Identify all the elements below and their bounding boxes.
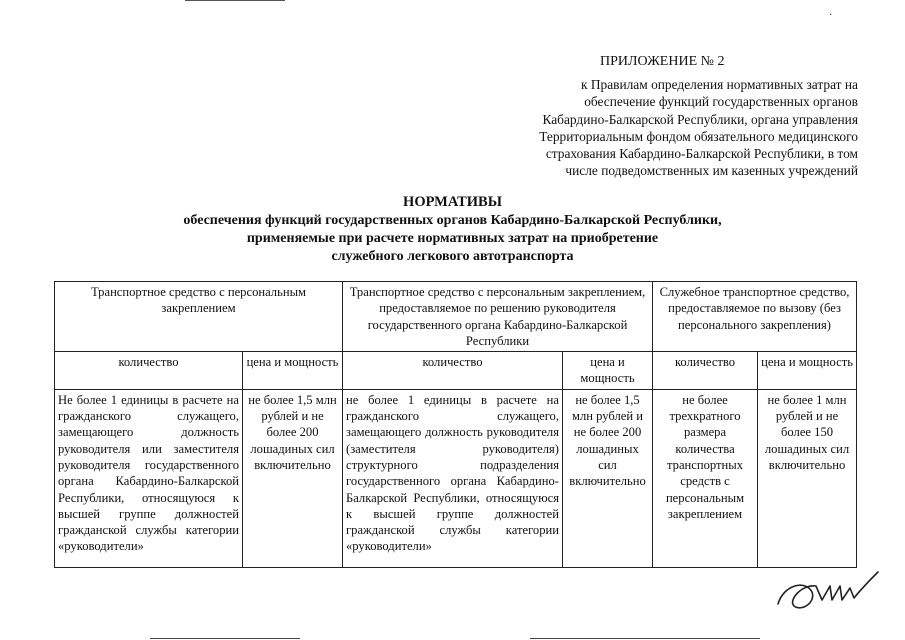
table-cell: не более 1,5 млн рублей и не более 200 лошадиных сил включительно [243, 389, 343, 567]
appendix-line: числе подведомственных им казенных учреждений [565, 163, 858, 179]
table-cell: не более 1,5 млн рублей и не более 200 лошадиных сил включительно [563, 389, 653, 567]
subheader-quantity: количество [653, 352, 758, 390]
group-header-by-decision: Транспортное средство с персональным закреплением, предоставляемое по решению руководителя государственного органа Кабардино-Балкарской Республики [343, 282, 653, 352]
document-title: НОРМАТИВЫ [403, 194, 502, 210]
table-cell: не более 1 млн рублей и не более 150 лошадиных сил включительно [758, 389, 857, 567]
appendix-line: страхования Кабардино-Балкарской Республики, в том [545, 146, 858, 162]
subtitle-line: служебного легкового автотранспорта [331, 249, 574, 264]
subheader-price-power: цена и мощность [243, 352, 343, 390]
appendix-title: ПРИЛОЖЕНИЕ № 2 [600, 54, 725, 69]
table-cell: не более трехкратного размера количества транспортных средств с персональным закреплением [653, 389, 758, 567]
document-subtitle [0, 212, 905, 266]
subtitle-line: применяемые при расчете нормативных затрат на приобретение [246, 231, 659, 246]
appendix-line: Кабардино-Балкарской Республики, органа управления [542, 111, 858, 127]
table-cell: не более 1 единицы в расчете на гражданского служащего, замещающего должность руководителя (заместителя руководителя) структурного подразделения государственного органа Кабардино-Балкарской Республики, относящуюся к высшей группе должностей гражданской службы категории «руководители» [343, 389, 563, 567]
appendix-line: к Правилам определения нормативных затрат на [580, 77, 858, 92]
subheader-quantity: количество [55, 352, 243, 390]
norms-table [54, 281, 857, 568]
corner-mark: · [829, 10, 834, 21]
subheader-price-power: цена и мощность [563, 352, 653, 390]
top-edge-line [185, 0, 285, 1]
bottom-rule [150, 638, 300, 639]
subheader-quantity: количество [343, 352, 563, 390]
table-cell: Не более 1 единицы в расчете на гражданского служащего, замещающего должность руководителя или заместителя руководителя государственного органа Кабардино-Балкарской Республики, относящуюся к высшей группе должностей гражданской службы категории «руководители» [55, 389, 243, 567]
appendix-line: Территориальным фондом обязательного медицинского [539, 128, 858, 144]
group-header-personal: Транспортное средство с персональным закреплением [55, 282, 343, 352]
subheader-price-power: цена и мощность [758, 352, 857, 390]
appendix-line: обеспечение функций государственных органов [584, 94, 858, 110]
handwritten-signature [772, 560, 882, 620]
subtitle-line: обеспечения функций государственных органов Кабардино-Балкарской Республики, [183, 213, 722, 228]
group-header-on-call: Служебное транспортное средство, предоставляемое по вызову (без персонального закрепления) [653, 282, 857, 352]
bottom-rule [530, 638, 760, 639]
appendix-caption [488, 76, 858, 180]
